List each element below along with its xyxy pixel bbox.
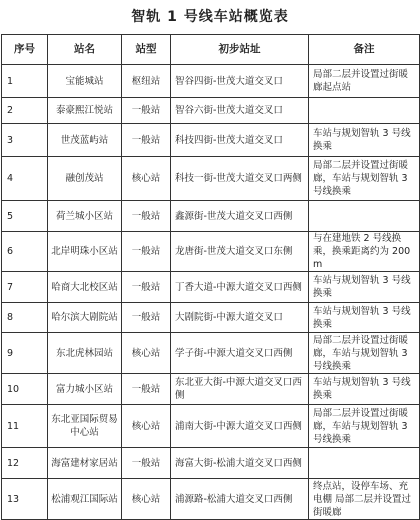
station-table bbox=[1, 34, 420, 520]
cell-station-name: 海富建材家居站 bbox=[48, 448, 122, 479]
cell-note bbox=[309, 98, 420, 124]
header-no: 序号 bbox=[2, 35, 48, 65]
cell-location: 海富大街-松浦大道交叉口西侧 bbox=[171, 448, 309, 479]
cell-note: 局部二层并设置过街暖廊，车站与规划智轨 3 号线换乘 bbox=[309, 157, 420, 201]
cell-location: 丁香大道-中源大道交叉口西侧 bbox=[171, 272, 309, 303]
cell-station-name: 宝能城站 bbox=[48, 65, 122, 98]
cell-note: 车站与规划智轨 3 号线换乘 bbox=[309, 272, 420, 303]
cell-station-name: 融创茂站 bbox=[48, 157, 122, 201]
cell-no: 7 bbox=[2, 272, 48, 303]
cell-no: 8 bbox=[2, 303, 48, 333]
cell-no: 6 bbox=[2, 232, 48, 272]
cell-location: 智谷六街-世茂大道交叉口 bbox=[171, 98, 309, 124]
cell-no: 1 bbox=[2, 65, 48, 98]
cell-no: 13 bbox=[2, 479, 48, 520]
cell-station-type: 核心站 bbox=[122, 479, 171, 520]
cell-station-name: 哈商大北校区站 bbox=[48, 272, 122, 303]
cell-location: 东北亚大街-中源大道交叉口西侧 bbox=[171, 374, 309, 405]
cell-station-name: 东北亚国际贸易中心站 bbox=[48, 405, 122, 448]
cell-no: 9 bbox=[2, 333, 48, 374]
cell-station-type: 一般站 bbox=[122, 374, 171, 405]
cell-station-name: 富力城小区站 bbox=[48, 374, 122, 405]
cell-station-type: 一般站 bbox=[122, 272, 171, 303]
cell-station-type: 一般站 bbox=[122, 98, 171, 124]
cell-note: 终点站，设停车场、充电棚 局部二层并设置过街暖廊 bbox=[309, 479, 420, 520]
cell-note: 局部二层并设置过街暖廊，车站与规划智轨 3 号线换乘 bbox=[309, 333, 420, 374]
cell-station-type: 一般站 bbox=[122, 124, 171, 157]
cell-station-type: 核心站 bbox=[122, 405, 171, 448]
cell-location: 鑫源街-世茂大道交叉口西侧 bbox=[171, 201, 309, 232]
cell-station-name: 荷兰城小区站 bbox=[48, 201, 122, 232]
cell-location: 龙唐街-世茂大道交叉口东侧 bbox=[171, 232, 309, 272]
cell-location: 学子街-中源大道交叉口西侧 bbox=[171, 333, 309, 374]
header-location: 初步站址 bbox=[171, 35, 309, 65]
table-header-row bbox=[2, 35, 420, 65]
cell-note: 车站与规划智轨 3 号线换乘 bbox=[309, 124, 420, 157]
table-row bbox=[2, 272, 420, 303]
cell-location: 大剧院街-中源大道交叉口 bbox=[171, 303, 309, 333]
table-row bbox=[2, 405, 420, 448]
table-row bbox=[2, 124, 420, 157]
header-station-type: 站型 bbox=[122, 35, 171, 65]
table-row bbox=[2, 201, 420, 232]
table-row bbox=[2, 333, 420, 374]
table-row bbox=[2, 232, 420, 272]
table-row bbox=[2, 157, 420, 201]
cell-station-type: 枢纽站 bbox=[122, 65, 171, 98]
cell-no: 10 bbox=[2, 374, 48, 405]
cell-note: 与在建地铁 2 号线换乘，换乘距离约为 200m bbox=[309, 232, 420, 272]
table-row bbox=[2, 98, 420, 124]
cell-no: 11 bbox=[2, 405, 48, 448]
cell-location: 科技四街-世茂大道交叉口 bbox=[171, 124, 309, 157]
table-title: 智轨 1 号线车站概览表 bbox=[131, 9, 289, 25]
cell-location: 科技一街-世茂大道交叉口两侧 bbox=[171, 157, 309, 201]
cell-station-type: 一般站 bbox=[122, 448, 171, 479]
cell-station-type: 核心站 bbox=[122, 333, 171, 374]
cell-note: 局部二层并设置过街暖廊，车站与规划智轨 3 号线换乘 bbox=[309, 405, 420, 448]
header-station-name: 站名 bbox=[48, 35, 122, 65]
header-note: 备注 bbox=[309, 35, 420, 65]
cell-no: 5 bbox=[2, 201, 48, 232]
cell-station-type: 核心站 bbox=[122, 157, 171, 201]
table-row bbox=[2, 65, 420, 98]
table-row bbox=[2, 479, 420, 520]
cell-no: 4 bbox=[2, 157, 48, 201]
cell-station-name: 泰豪熙江悦站 bbox=[48, 98, 122, 124]
table-row bbox=[2, 448, 420, 479]
cell-location: 智谷四街-世茂大道交叉口 bbox=[171, 65, 309, 98]
cell-location: 浦源路-松浦大道交叉口西侧 bbox=[171, 479, 309, 520]
cell-location: 浦南大街-中源大道交叉口西侧 bbox=[171, 405, 309, 448]
cell-note: 局部二层并设置过街暖廊起点站 bbox=[309, 65, 420, 98]
cell-station-type: 一般站 bbox=[122, 303, 171, 333]
cell-no: 2 bbox=[2, 98, 48, 124]
cell-note bbox=[309, 201, 420, 232]
table-row bbox=[2, 303, 420, 333]
table-row bbox=[2, 374, 420, 405]
cell-station-name: 哈尔滨大剧院站 bbox=[48, 303, 122, 333]
cell-station-type: 一般站 bbox=[122, 232, 171, 272]
cell-station-name: 北岸明珠小区站 bbox=[48, 232, 122, 272]
cell-station-type: 一般站 bbox=[122, 201, 171, 232]
cell-no: 12 bbox=[2, 448, 48, 479]
cell-note bbox=[309, 448, 420, 479]
cell-note: 车站与规划智轨 3 号线换乘 bbox=[309, 374, 420, 405]
cell-station-name: 松浦观江国际站 bbox=[48, 479, 122, 520]
cell-station-name: 世茂蓝屿站 bbox=[48, 124, 122, 157]
cell-station-name: 东北虎林园站 bbox=[48, 333, 122, 374]
cell-no: 3 bbox=[2, 124, 48, 157]
cell-note: 车站与规划智轨 3 号线换乘 bbox=[309, 303, 420, 333]
